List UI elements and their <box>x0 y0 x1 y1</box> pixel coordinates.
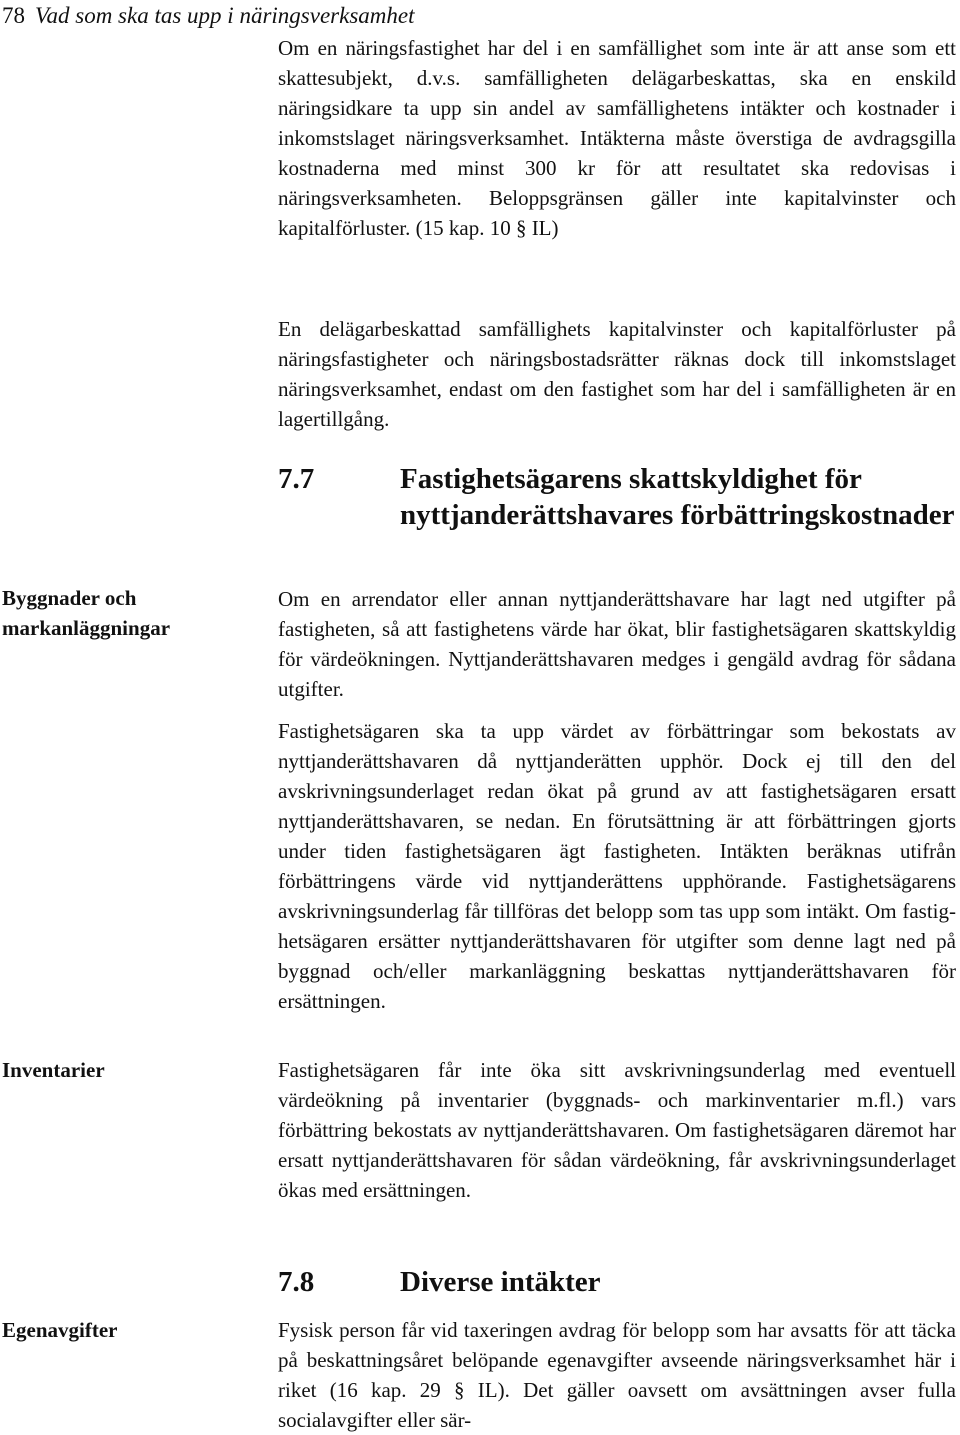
margin-note-egenavgifter: Egenavgifter <box>2 1318 118 1342</box>
paragraph-text: Om en arrendator eller annan nyttjanderättshavare har lagt ned utgifter på fastigheten, så att fastighetens värde har ökat, blir fastighetsägaren skattskyldig för värdeökningen. Nyttjanderättshavaren medges i gengäld avdrag för sådana utgifter. <box>278 587 956 701</box>
section-number: 7.7 <box>278 463 315 495</box>
paragraph-kapitalvinster <box>278 314 956 434</box>
margin-note-inventarier: Inventarier <box>2 1058 105 1082</box>
section-number: 7.8 <box>278 1266 315 1298</box>
section-title: Diverse intäkter <box>400 1266 601 1298</box>
paragraph-text: En delägarbeskattad samfällighets kapitalvinster och kapitalförluster på näringsfastigheter och näringsbostadsrätter räknas dock till inkomstslaget näringsverksamhet, endast om den fastighet som har del i samfälligheten är en lagertillgång. <box>278 317 956 431</box>
running-title: Vad som ska tas upp i näringsverksamhet <box>35 3 415 28</box>
paragraph-arrendator <box>278 584 956 704</box>
paragraph-samfallighet <box>278 33 956 243</box>
paragraph-text: Fastighetsägaren ska ta upp värdet av förbättringar som bekostats av nyttjanderättshavaren då nyttjanderätten upphör. Dock ej till den del avskrivningsunderlaget redan ökat på grund av att fastighetsägaren ersatt nyttjanderättshavaren, se nedan. En förutsättning är att förbättringen gjorts under tiden fastighetsägaren ägt fastigheten. Intäkten beräknas utifrån förbättringens värde vid nyttjanderättens upphörande. Fastighetsägarens avskrivningsunderlag får tillföras det belopp som tas upp som intäkt. Om fastighetsägaren ersätter nyttjanderättshavaren för utgifter som denne lagt ned på byggnad och/eller markanläggning beskattas nyttjanderättshavaren för ersättningen. <box>278 719 956 1013</box>
margin-note-byggnader: Byggnader och markanläggningar <box>2 586 171 640</box>
paragraph-text: Fastighetsägaren får inte öka sitt avskrivningsunderlag med eventuell värdeökning på inventarier (byggnads- och markinventarier m.fl.) vars förbättring bekostats av nyttjanderättshavaren. Om fastighetsägaren däremot har ersatt nyttjanderättshavaren för sådan värdeökning, får avskrivningsunderlaget ökas med ersättningen. <box>278 1058 956 1202</box>
paragraph-inventarier <box>278 1055 956 1205</box>
page-number: 78 <box>2 3 25 28</box>
paragraph-forbattringar <box>278 716 956 1016</box>
page-header <box>2 2 414 30</box>
paragraph-text: Om en näringsfastighet har del i en samfällighet som inte är att anse som ett skattesubjekt, d.v.s. samfälligheten delägarbeskattas, ska en enskild näringsidkare ta upp sin andel av samfällighetens intäkter och kostnader i inkomstslaget näringsverksamhet. Intäkterna måste överstiga de avdragsgilla kostnaderna med minst 300 kr för att resultatet ska redovisas i näringsverksamheten. Beloppsgränsen gäller inte kapitalvinster och kapitalförluster. (15 kap. 10 § IL) <box>278 36 956 240</box>
paragraph-egenavgifter <box>278 1315 956 1435</box>
section-title: Fastighetsägarens skattskyldighet för nyttjanderättshavares förbättringskostnader <box>400 463 955 531</box>
paragraph-text: Fysisk person får vid taxeringen avdrag för belopp som har avsatts för att täcka på beskattningsåret belöpande egenavgifter avseende näringsverksamhet här i riket (16 kap. 29 § IL). Det gäller oavsett om avsättningen avser fulla socialavgifter eller sär- <box>278 1318 956 1432</box>
